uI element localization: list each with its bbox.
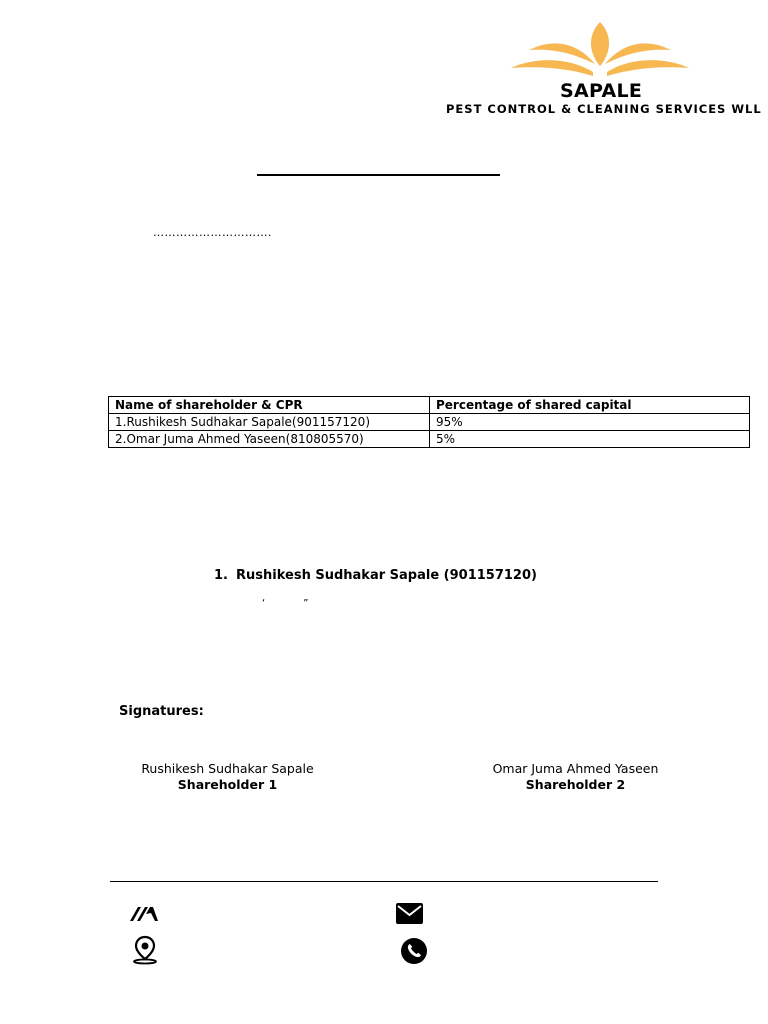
shareholder-table bbox=[108, 396, 750, 448]
signer-name: Omar Juma Ahmed Yaseen bbox=[492, 761, 659, 776]
signer-name: Rushikesh Sudhakar Sapale bbox=[141, 761, 314, 776]
list-number: 1. bbox=[214, 568, 228, 583]
quote-open: ‘ bbox=[262, 598, 266, 609]
percentage-cell: 5% bbox=[430, 431, 750, 448]
footer-divider bbox=[110, 881, 658, 882]
list-item-text: Rushikesh Sudhakar Sapale (901157120) bbox=[236, 568, 537, 583]
shareholder-name-cell: 2.Omar Juma Ahmed Yaseen(810805570) bbox=[109, 431, 430, 448]
percentage-cell: 95% bbox=[430, 414, 750, 431]
table-header-row bbox=[109, 397, 750, 414]
quote-close: ” bbox=[303, 598, 309, 609]
sapale-logo-icon bbox=[505, 20, 695, 84]
signer-role: Shareholder 1 bbox=[177, 777, 278, 792]
company-tagline: PEST CONTROL & CLEANING SERVICES WLL bbox=[446, 102, 762, 116]
title-underline bbox=[257, 174, 500, 176]
signer-role: Shareholder 2 bbox=[525, 777, 626, 792]
dotted-placeholder: …………………………. bbox=[153, 226, 272, 239]
shareholder-name-cell: 1.Rushikesh Sudhakar Sapale(901157120) bbox=[109, 414, 430, 431]
mail-icon bbox=[396, 903, 423, 924]
table-row bbox=[109, 414, 750, 431]
phone-icon bbox=[400, 937, 428, 965]
header-percentage: Percentage of shared capital bbox=[430, 397, 750, 414]
signature-block-2 bbox=[488, 761, 663, 793]
signatures-heading: Signatures: bbox=[119, 704, 204, 719]
table-row bbox=[109, 431, 750, 448]
location-pin-icon bbox=[130, 935, 160, 965]
brand-logo-icon bbox=[129, 904, 159, 924]
signature-block-1 bbox=[140, 761, 315, 793]
brand-name: SAPALE bbox=[560, 80, 643, 102]
header-shareholder: Name of shareholder & CPR bbox=[109, 397, 430, 414]
quote-marks bbox=[262, 598, 308, 609]
list-item bbox=[214, 568, 537, 583]
